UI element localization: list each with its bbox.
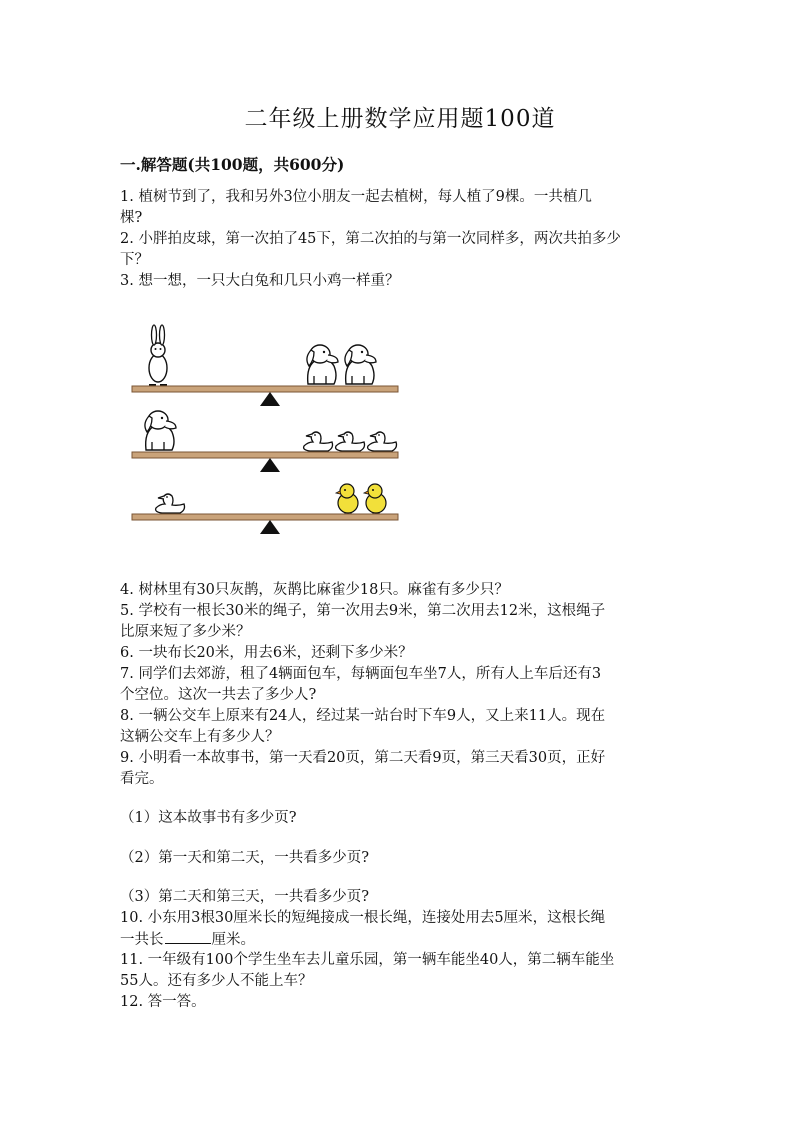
scale-pivot bbox=[260, 458, 280, 472]
question-9-part-2: （2）第一天和第二天，一共看多少页? bbox=[120, 850, 369, 866]
question-6: 6. 一块布长20米，用去6米，还剩下多少米？ bbox=[120, 645, 413, 661]
duck-icon bbox=[304, 432, 333, 451]
question-7: 7. 同学们去郊游，租了4辆面包车，每辆面包车坐7人，所有人上车后还有3 个空位。这次一共去了多少人? bbox=[120, 666, 602, 703]
rabbit-icon bbox=[149, 325, 167, 385]
scale-beam bbox=[132, 514, 398, 520]
dog-icon bbox=[345, 345, 376, 384]
question-9-part-3: （3）第二天和第三天，一共看多少页? bbox=[120, 889, 369, 905]
question-5: 5. 学校有一根长30米的绳子，第一次用去9米，第二次用去12米，这根绳子 比原来短了多少米？ bbox=[120, 603, 606, 640]
dog-icon bbox=[145, 411, 176, 450]
question-3: 3. 想一想，一只大白兔和几只小鸡一样重？ bbox=[120, 273, 400, 289]
duck-icon bbox=[156, 494, 185, 513]
question-10: 10. 小东用3根30厘米长的短绳接成一根长绳，连接处用去5厘米，这根长绳 一共长 厘米。 bbox=[120, 910, 606, 948]
page-title: 二年级上册数学应用题100道 bbox=[244, 106, 556, 132]
chick-icon bbox=[364, 484, 386, 517]
scale-row-2 bbox=[132, 411, 398, 472]
question-4: 4. 树林里有30只灰鹊，灰鹊比麻雀少18只。麻雀有多少只？ bbox=[120, 582, 509, 598]
balance-scales-figure bbox=[124, 318, 406, 540]
scale-row-1 bbox=[132, 325, 398, 406]
question-12: 12. 答一答。 bbox=[120, 994, 206, 1010]
scale-beam bbox=[132, 386, 398, 392]
question-2: 2. 小胖拍皮球，第一次拍了45下，第二次拍的与第一次同样多，两次共拍多少 下？ bbox=[120, 231, 621, 268]
duck-icon bbox=[336, 432, 365, 451]
question-8: 8. 一辆公交车上原来有24人，经过某一站台时下车9人，又上来11人。现在 这辆公交车上有多少人？ bbox=[120, 708, 606, 745]
dog-icon bbox=[307, 345, 338, 384]
duck-icon bbox=[368, 432, 397, 451]
scale-beam bbox=[132, 452, 398, 458]
question-11: 11. 一年级有100个学生坐车去儿童乐园，第一辆车能坐40人，第二辆车能坐 55人。还有多少人不能上车？ bbox=[120, 952, 615, 989]
answer-blank bbox=[165, 929, 211, 944]
scale-row-3 bbox=[132, 484, 398, 534]
chick-icon bbox=[336, 484, 358, 517]
question-9-part-1: （1）这本故事书有多少页? bbox=[120, 810, 297, 826]
section-heading: 一.解答题(共100题，共600分) bbox=[120, 155, 345, 174]
scale-pivot bbox=[260, 520, 280, 534]
question-9: 9. 小明看一本故事书，第一天看20页，第二天看9页，第三天看30页，正好 看完。 bbox=[120, 750, 606, 787]
scale-pivot bbox=[260, 392, 280, 406]
question-1: 1. 植树节到了，我和另外3位小朋友一起去植树，每人植了9棵。一共植几 棵? bbox=[120, 189, 592, 226]
